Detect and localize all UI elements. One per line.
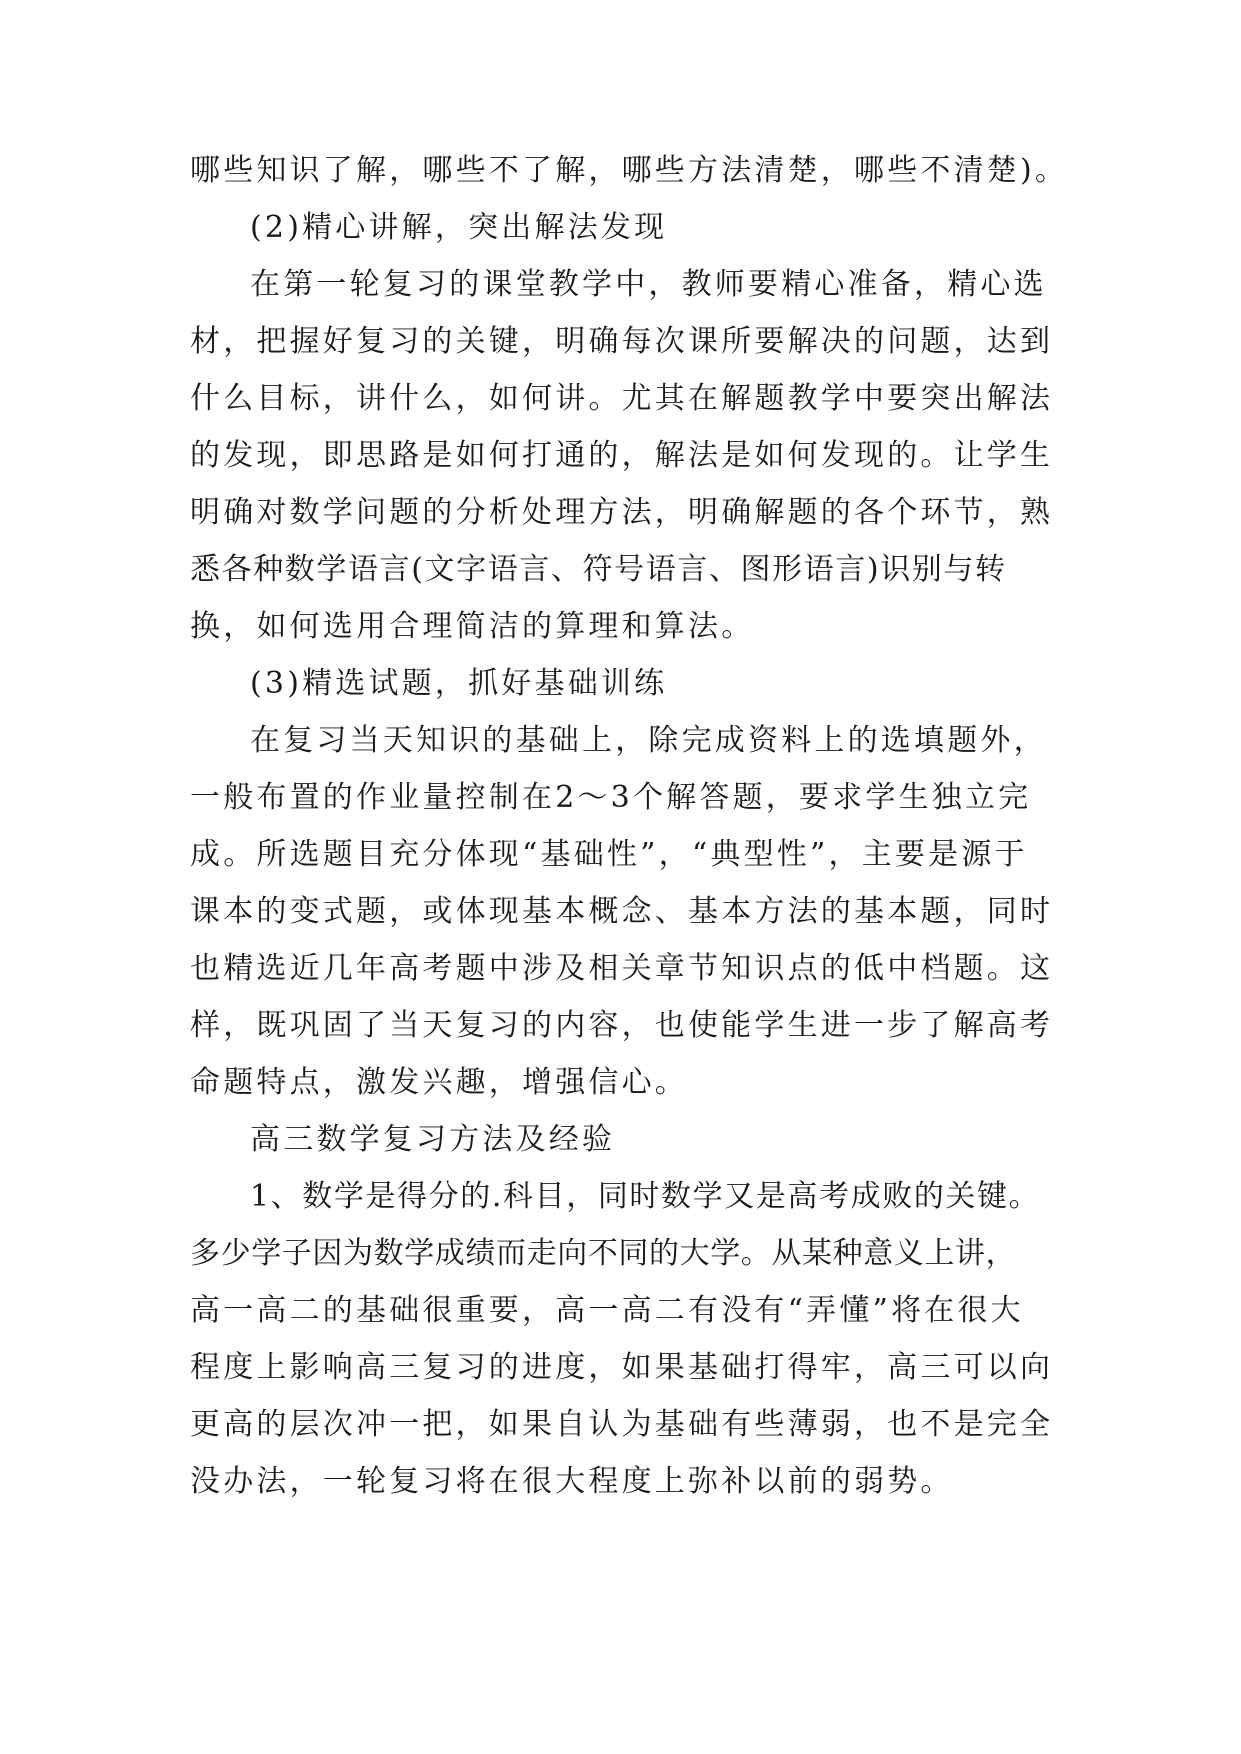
text-line: 在复习当天知识的基础上，除完成资料上的选填题外， bbox=[250, 723, 1047, 758]
text-line: 更高的层次冲一把，如果自认为基础有些薄弱，也不是完全 bbox=[190, 1407, 1054, 1442]
text-line: 也精选近几年高考题中涉及相关章节知识点的低中档题。这 bbox=[190, 951, 1054, 986]
text-line: 没办法，一轮复习将在很大程度上弥补以前的弱势。 bbox=[190, 1464, 954, 1499]
section-heading: (3)精选试题，抓好基础训练 bbox=[250, 666, 668, 701]
text-line: 明确对数学问题的分析处理方法，明确解题的各个环节，熟 bbox=[190, 495, 1054, 530]
text-line: 材，把握好复习的关键，明确每次课所要解决的问题，达到 bbox=[190, 324, 1054, 359]
text-line: 悉各种数学语言(文字语言、符号语言、图形语言)识别与转 bbox=[190, 552, 1007, 587]
text-line: 在第一轮复习的课堂教学中，教师要精心准备，精心选 bbox=[250, 267, 1047, 302]
section-heading: 高三数学复习方法及经验 bbox=[250, 1122, 616, 1157]
text-line: 课本的变式题，或体现基本概念、基本方法的基本题，同时 bbox=[190, 894, 1054, 929]
text-line: 哪些知识了解，哪些不了解，哪些方法清楚，哪些不清楚)。 bbox=[190, 153, 1069, 188]
text-line: 什么目标，讲什么，如何讲。尤其在解题教学中要突出解法 bbox=[190, 381, 1054, 416]
text-line: 一般布置的作业量控制在2～3个解答题，要求学生独立完 bbox=[190, 780, 1032, 815]
text-line: 命题特点，激发兴趣，增强信心。 bbox=[190, 1065, 688, 1100]
text-line: 成。所选题目充分体现“基础性”，“典型性”，主要是源于 bbox=[190, 837, 1028, 872]
text-line: 程度上影响高三复习的进度，如果基础打得牢，高三可以向 bbox=[190, 1350, 1054, 1385]
text-line: 多少学子因为数学成绩而走向不同的大学。从某种意义上讲， bbox=[190, 1236, 1017, 1271]
text-line: 1、数学是得分的.科目，同时数学又是高考成败的关键。 bbox=[250, 1179, 1041, 1214]
text-line: 样，既巩固了当天复习的内容，也使能学生进一步了解高考 bbox=[190, 1008, 1054, 1043]
text-line: 高一高二的基础很重要，高一高二有没有“弄懂”将在很大 bbox=[190, 1293, 1024, 1328]
section-heading: (2)精心讲解，突出解法发现 bbox=[250, 210, 668, 245]
text-line: 的发现，即思路是如何打通的，解法是如何发现的。让学生 bbox=[190, 438, 1054, 473]
text-line: 换，如何选用合理简洁的算理和算法。 bbox=[190, 609, 755, 644]
